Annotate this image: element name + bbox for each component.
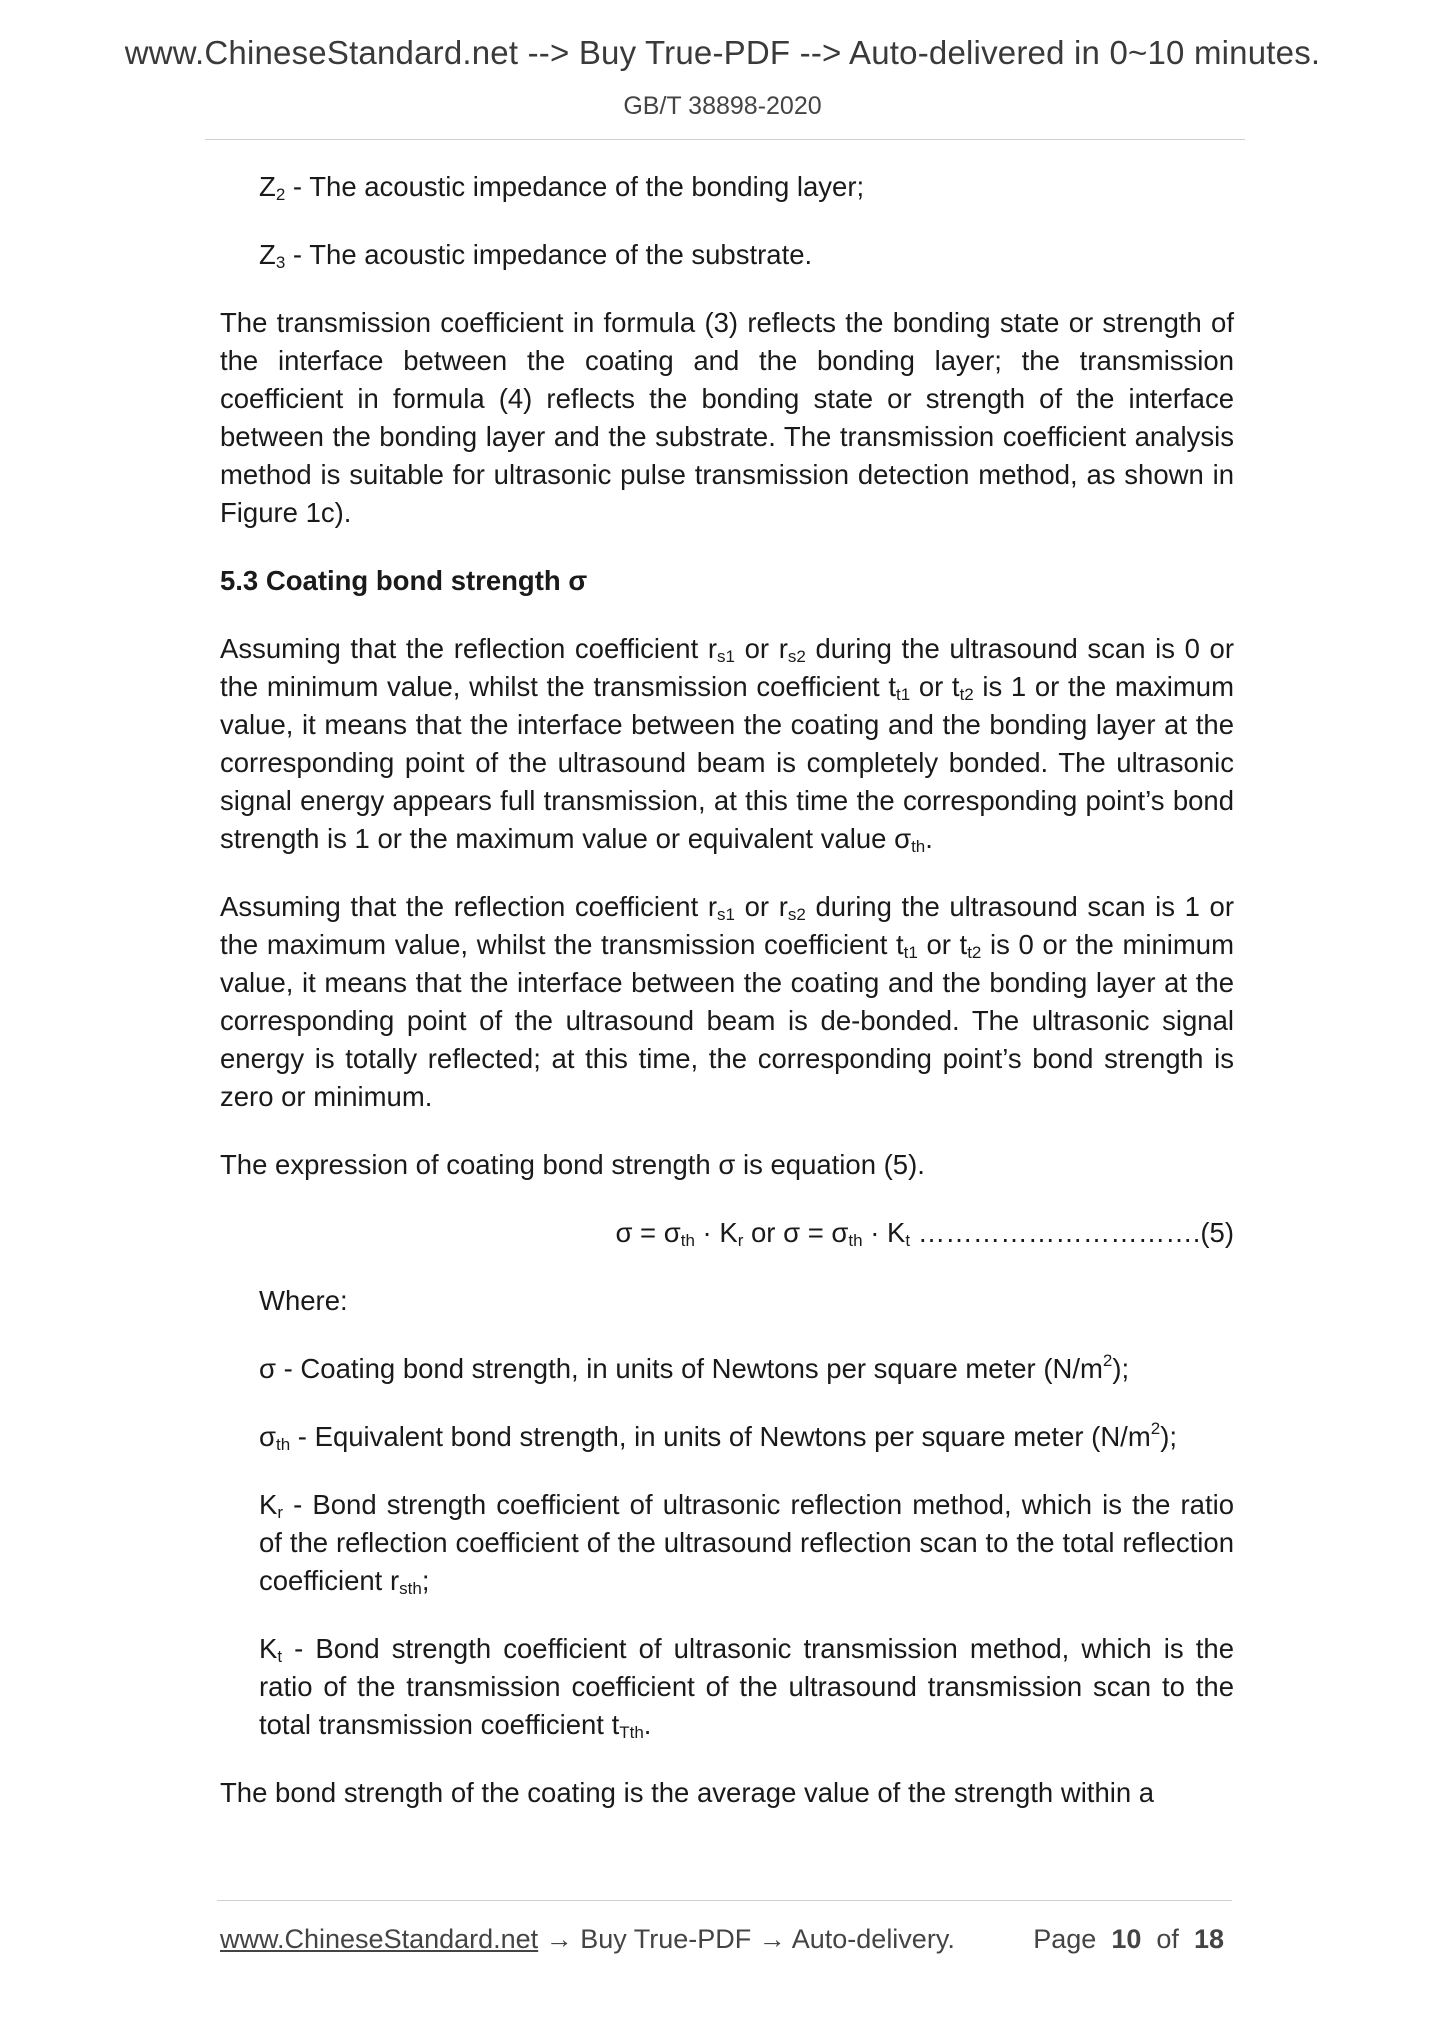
superscript: 2: [1102, 1351, 1113, 1370]
definition-text: - The acoustic impedance of the bonding layer;: [285, 171, 865, 202]
definition-text: σ - Coating bond strength, in units of Newtons per square meter (N/m: [259, 1353, 1103, 1384]
footer-divider: [217, 1900, 1232, 1901]
text-run: is 0 or the minimum value, it means that the interface between the coating and the bonding layer at the corresponding point of the ultrasound beam is de-bonded. The ultrasonic signal energy is totally reflected; at this time, the corresponding point’s bond strength is zero or minimum.: [220, 929, 1234, 1112]
subscript: t: [277, 1647, 283, 1666]
subscript: r: [737, 1231, 744, 1250]
definition-symbol: K: [259, 1633, 278, 1664]
subscript: s1: [717, 647, 735, 666]
definition-text: );: [1160, 1421, 1178, 1452]
text-run: or t: [917, 929, 968, 960]
subscript: th: [680, 1231, 695, 1250]
subscript: t2: [959, 685, 974, 704]
equation-part: σ = σ: [615, 1217, 681, 1248]
text-run: .: [925, 823, 933, 854]
definition-sigma: [220, 1350, 1234, 1388]
definition-symbol: σ: [259, 1421, 276, 1452]
definition-z2: [220, 168, 1234, 206]
subscript: sth: [399, 1579, 422, 1598]
equation-5: [220, 1214, 1234, 1252]
text-run: Assuming that the reflection coefficient r: [220, 633, 718, 664]
subscript: t: [905, 1231, 911, 1250]
equation-part: ………………………….(5): [910, 1217, 1234, 1248]
definition-subscript: 3: [275, 253, 286, 272]
subscript: th: [275, 1435, 291, 1454]
text-run: or r: [735, 633, 788, 664]
page-content: [220, 168, 1234, 1842]
subscript: t1: [895, 685, 911, 704]
subscript: t1: [903, 943, 918, 962]
definition-text: .: [643, 1709, 652, 1740]
page-label: Page: [1033, 1924, 1097, 1954]
of-label: of: [1156, 1924, 1179, 1954]
definition-text: - Equivalent bond strength, in units of Newtons per square meter (N/m: [290, 1421, 1151, 1452]
text-run: or r: [735, 891, 788, 922]
definition-symbol: Z: [259, 171, 276, 202]
subscript: t2: [967, 943, 982, 962]
equation-part: · K: [694, 1217, 738, 1248]
paragraph-average-strength: The bond strength of the coating is the average value of the strength within a: [220, 1777, 1155, 1808]
where-label: Where:: [259, 1285, 348, 1316]
section-heading: 5.3 Coating bond strength σ: [220, 565, 588, 596]
definition-z3: [220, 236, 1234, 274]
header-divider: [205, 139, 1245, 140]
site-link[interactable]: www.ChineseStandard.net: [220, 1924, 539, 1954]
subscript: th: [848, 1231, 863, 1250]
subscript: Tth: [619, 1723, 644, 1742]
definition-text: - Bond strength coefficient of ultrasonic transmission method, which is the ratio of the transmission coefficient of the ultrasound transmission scan to the total transmission coefficient t: [259, 1633, 1234, 1740]
paragraph-transmission-coefficient: The transmission coefficient in formula (3) reflects the bonding state or strength of the interface between the coating and the bonding layer; the transmission coefficient in formula (4) reflects the bonding state or strength of the interface between the bonding layer and the substrate. The transmission coefficient analysis method is suitable for ultrasonic pulse transmission detection method, as shown in Figure 1c).: [220, 307, 1234, 528]
paragraph-full-bond: [220, 630, 1234, 858]
text-run: Assuming that the reflection coefficient r: [220, 891, 718, 922]
subscript: s1: [717, 905, 735, 924]
definition-kt: [220, 1630, 1234, 1744]
definition-subscript: 2: [275, 185, 286, 204]
subscript: s2: [787, 647, 806, 666]
definition-symbol: Z: [259, 239, 276, 270]
footer-left: [220, 1924, 955, 1955]
subscript: th: [911, 837, 926, 856]
paragraph-expression: The expression of coating bond strength σ is equation (5).: [220, 1149, 925, 1180]
footer-delivery-text: → Buy True-PDF → Auto-delivery.: [538, 1924, 955, 1954]
subscript: r: [277, 1503, 284, 1522]
page-total: 18: [1193, 1924, 1224, 1954]
definition-text: ;: [421, 1565, 430, 1596]
equation-part: · K: [862, 1217, 906, 1248]
definition-text: - The acoustic impedance of the substrate.: [285, 239, 813, 270]
definition-kr: [220, 1486, 1234, 1600]
subscript: s2: [787, 905, 806, 924]
paragraph-de-bond: [220, 888, 1234, 1116]
definition-symbol: K: [259, 1489, 278, 1520]
definition-sigma-th: [220, 1418, 1234, 1456]
superscript: 2: [1150, 1419, 1161, 1438]
document-code: GB/T 38898-2020: [623, 92, 822, 120]
definition-text: );: [1112, 1353, 1130, 1384]
page-indicator: [1033, 1924, 1224, 1955]
text-run: during the ultrasound scan is 1 or the maximum value, whilst the transmission coefficient t: [220, 891, 1234, 960]
site-banner: www.ChineseStandard.net --> Buy True-PDF --> Auto-delivered in 0~10 minutes.: [124, 34, 1321, 71]
text-run: during the ultrasound scan is 0 or the minimum value, whilst the transmission coefficient t: [220, 633, 1234, 702]
page-number: 10: [1111, 1924, 1142, 1954]
definition-text: - Bond strength coefficient of ultrasonic reflection method, which is the ratio of the reflection coefficient of the ultrasound reflection scan to the total reflection coefficient r: [259, 1489, 1234, 1596]
text-run: is 1 or the maximum value, it means that the interface between the coating and the bonding layer at the corresponding point of the ultrasound beam is completely bonded. The ultrasonic signal energy appears full transmission, at this time the corresponding point’s bond strength is 1 or the maximum value or equivalent value σ: [220, 671, 1234, 854]
text-run: or t: [910, 671, 960, 702]
equation-part: or σ = σ: [743, 1217, 849, 1248]
